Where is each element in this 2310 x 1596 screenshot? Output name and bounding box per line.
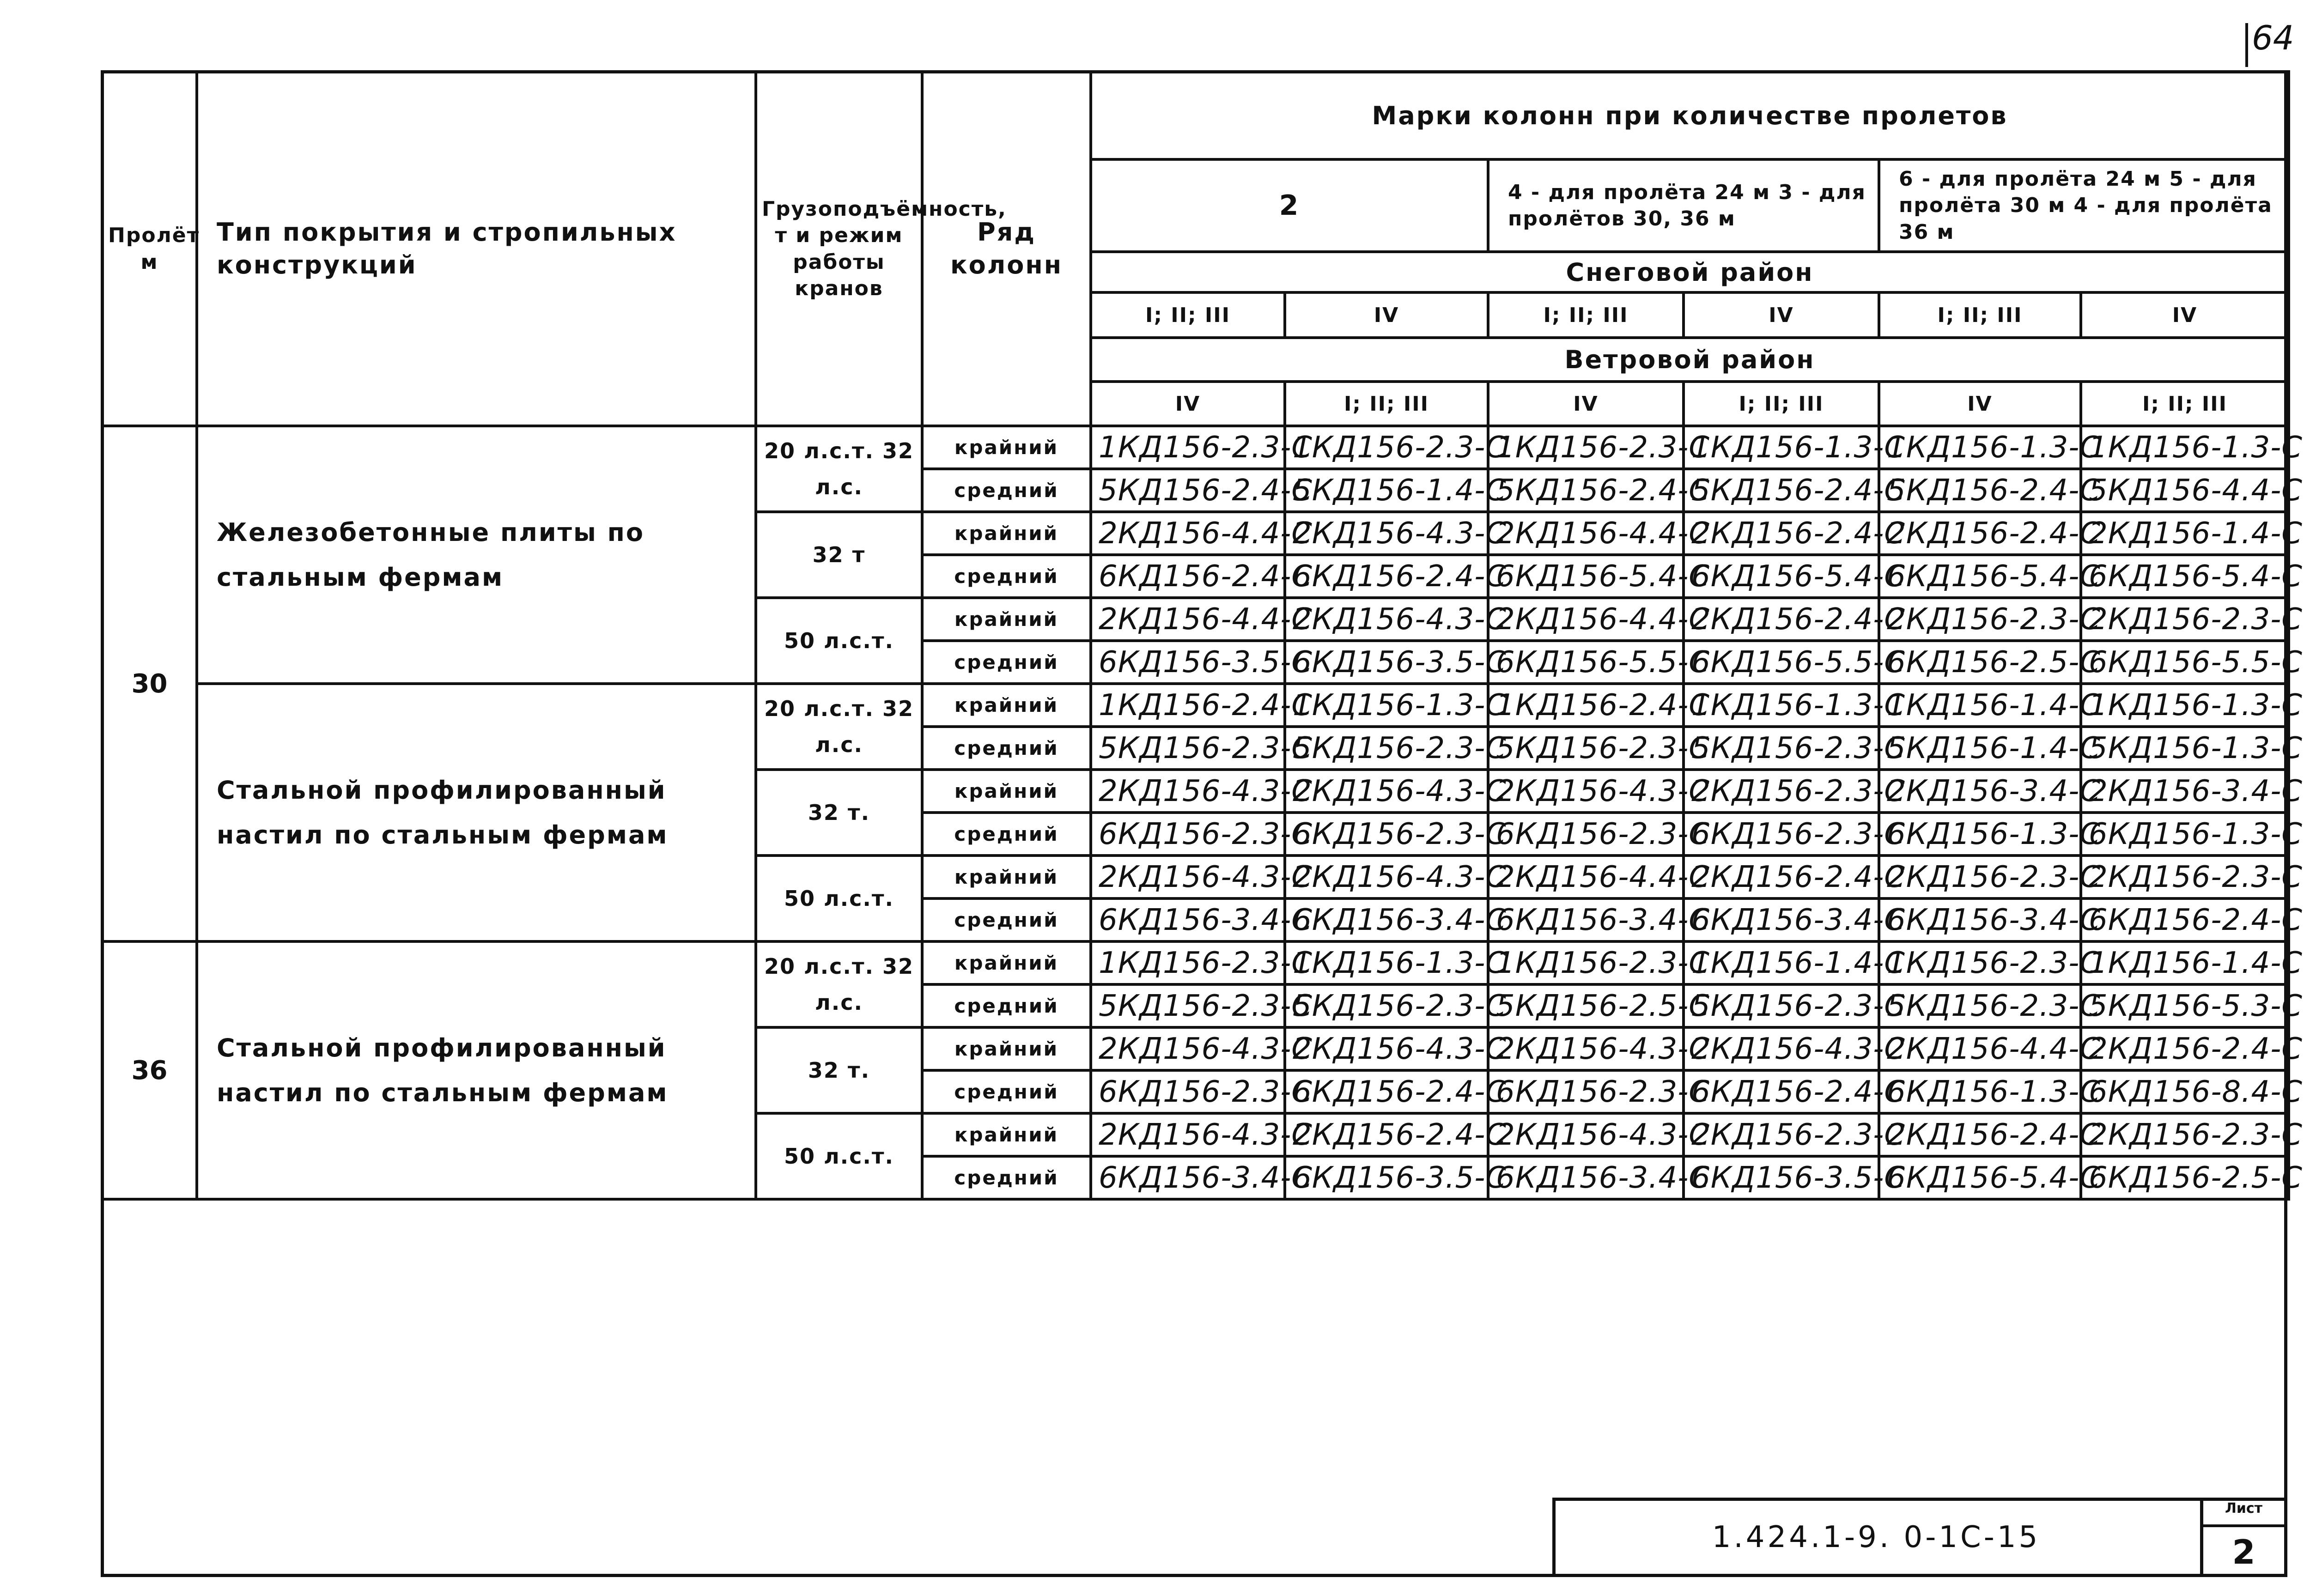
column-mark-cell: 5КД156-5.3-С bbox=[2081, 984, 2289, 1027]
column-row-label: крайний bbox=[922, 1113, 1091, 1156]
header-spans-group-1: 2 bbox=[1091, 159, 1488, 252]
column-mark-cell: 5КД156-2.3-С bbox=[1285, 984, 1488, 1027]
column-mark-cell: 6КД156-3.4-С bbox=[1879, 898, 2081, 941]
column-mark-cell: 2КД156-2.3-С bbox=[2081, 598, 2289, 641]
column-mark-cell: 1КД156-1.3-С bbox=[1285, 941, 1488, 984]
column-mark-cell: 2КД156-4.4-С bbox=[1488, 512, 1684, 555]
crane-capacity: 32 т. bbox=[756, 770, 922, 856]
roof-type: Стальной профилированный настил по стальным фермам bbox=[197, 941, 756, 1199]
table-row bbox=[102, 941, 2289, 984]
column-mark-cell: 6КД156-2.5-С bbox=[2081, 1156, 2289, 1199]
column-mark-cell: 6КД156-2.4-С bbox=[1091, 555, 1285, 598]
column-mark-cell: 5КД156-2.3-С bbox=[1488, 727, 1684, 770]
column-mark-cell: 2КД156-4.3-С bbox=[1684, 1027, 1879, 1070]
column-mark-cell: 6КД156-3.4-С bbox=[1488, 898, 1684, 941]
column-mark-cell: 5КД156-2.3-С bbox=[1091, 984, 1285, 1027]
header-column-row: Ряд колонн bbox=[922, 72, 1091, 426]
header-snow-region: I; II; III bbox=[1879, 292, 2081, 338]
column-mark-cell: 1КД156-2.3-С bbox=[1285, 426, 1488, 469]
column-row-label: крайний bbox=[922, 684, 1091, 727]
column-mark-cell: 2КД156-2.4-С bbox=[1684, 598, 1879, 641]
column-mark-cell: 6КД156-5.5-С bbox=[1684, 641, 1879, 684]
column-mark-cell: 6КД156-2.3-С bbox=[1488, 813, 1684, 856]
crane-capacity: 32 т. bbox=[756, 1027, 922, 1113]
crane-capacity: 32 т bbox=[756, 512, 922, 598]
header-span: Пролёт м bbox=[102, 72, 197, 426]
column-row-label: крайний bbox=[922, 426, 1091, 469]
column-mark-cell: 6КД156-3.4-С bbox=[1684, 898, 1879, 941]
title-block-sheet-label: Лист bbox=[2225, 1500, 2263, 1517]
column-mark-cell: 2КД156-4.3-С bbox=[1285, 512, 1488, 555]
crane-capacity: 50 л.с.т. bbox=[756, 598, 922, 684]
crane-capacity: 50 л.с.т. bbox=[756, 856, 922, 941]
column-mark-cell: 2КД156-4.4-С bbox=[1488, 598, 1684, 641]
column-mark-cell: 5КД156-4.4-С bbox=[2081, 469, 2289, 512]
column-mark-cell: 1КД156-1.4-С bbox=[2081, 941, 2289, 984]
column-row-label: крайний bbox=[922, 1027, 1091, 1070]
column-mark-cell: 1КД156-2.3-С bbox=[1879, 941, 2081, 984]
column-mark-cell: 6КД156-1.3-С bbox=[2081, 813, 2289, 856]
roof-type: Железобетонные плиты по стальным фермам bbox=[197, 426, 756, 684]
column-mark-cell: 1КД156-2.4-С bbox=[1091, 684, 1285, 727]
column-mark-cell: 2КД156-2.4-С bbox=[1879, 512, 2081, 555]
column-row-label: средний bbox=[922, 1156, 1091, 1199]
column-mark-cell: 6КД156-3.5-С bbox=[1091, 641, 1285, 684]
column-mark-cell: 5КД156-2.4-С bbox=[1879, 469, 2081, 512]
column-row-label: средний bbox=[922, 727, 1091, 770]
column-mark-cell: 1КД156-2.3-С bbox=[1091, 426, 1285, 469]
column-mark-cell: 6КД156-3.4-С bbox=[1091, 898, 1285, 941]
column-mark-cell: 6КД156-1.3-С bbox=[1879, 813, 2081, 856]
column-mark-cell: 2КД156-2.4-С bbox=[1879, 1113, 2081, 1156]
span-value: 30 bbox=[102, 426, 197, 941]
header-snow-region: I; II; III bbox=[1091, 292, 1285, 338]
column-mark-cell: 2КД156-3.4-С bbox=[1879, 770, 2081, 813]
column-row-label: крайний bbox=[922, 770, 1091, 813]
header-snow-region: IV bbox=[2081, 292, 2289, 338]
header-snow-title: Снеговой район bbox=[1091, 252, 2289, 292]
column-mark-cell: 2КД156-4.4-С bbox=[1879, 1027, 2081, 1070]
crane-capacity: 20 л.с.т. 32 л.с. bbox=[756, 426, 922, 512]
column-mark-cell: 6КД156-3.4-С bbox=[1488, 1156, 1684, 1199]
column-mark-cell: 1КД156-1.3-С bbox=[1879, 426, 2081, 469]
column-mark-cell: 6КД156-2.3-С bbox=[1684, 813, 1879, 856]
title-block-code: 1.424.1-9. 0-1С-15 bbox=[1712, 1520, 2041, 1554]
column-mark-cell: 6КД156-2.4-С bbox=[1684, 1070, 1879, 1113]
column-row-label: средний bbox=[922, 813, 1091, 856]
column-mark-cell: 2КД156-4.3-С bbox=[1488, 770, 1684, 813]
roof-type: Стальной профилированный настил по стальным фермам bbox=[197, 684, 756, 941]
column-mark-cell: 2КД156-4.4-С bbox=[1488, 856, 1684, 898]
column-mark-cell: 5КД156-1.3-С bbox=[2081, 727, 2289, 770]
column-mark-cell: 6КД156-5.5-С bbox=[2081, 641, 2289, 684]
header-wind-title: Ветровой район bbox=[1091, 338, 2289, 382]
column-mark-cell: 1КД156-2.3-С bbox=[1488, 426, 1684, 469]
column-mark-cell: 2КД156-2.3-С bbox=[1684, 1113, 1879, 1156]
column-mark-cell: 2КД156-4.3-С bbox=[1285, 1027, 1488, 1070]
column-mark-cell: 5КД156-2.3-С bbox=[1684, 984, 1879, 1027]
crane-capacity: 50 л.с.т. bbox=[756, 1113, 922, 1199]
column-mark-cell: 6КД156-2.4-С bbox=[1285, 555, 1488, 598]
column-mark-cell: 2КД156-2.4-С bbox=[1285, 1113, 1488, 1156]
crane-capacity: 20 л.с.т. 32 л.с. bbox=[756, 684, 922, 770]
column-mark-cell: 5КД156-2.5-С bbox=[1488, 984, 1684, 1027]
header-wind-region: IV bbox=[1488, 382, 1684, 426]
column-mark-cell: 6КД156-5.4-С bbox=[1488, 555, 1684, 598]
column-row-label: средний bbox=[922, 555, 1091, 598]
header-spans-group-2: 4 - для пролёта 24 м 3 - для пролётов 30, 36 м bbox=[1488, 159, 1879, 252]
header-wind-region: IV bbox=[1091, 382, 1285, 426]
column-mark-cell: 2КД156-4.4-С bbox=[1091, 512, 1285, 555]
column-mark-cell: 2КД156-2.3-С bbox=[1684, 770, 1879, 813]
header-wind-region: IV bbox=[1879, 382, 2081, 426]
column-mark-cell: 6КД156-5.4-С bbox=[2081, 555, 2289, 598]
column-mark-cell: 6КД156-2.3-С bbox=[1488, 1070, 1684, 1113]
page-number: 64 bbox=[2252, 18, 2294, 57]
column-mark-cell: 6КД156-5.5-С bbox=[1488, 641, 1684, 684]
span-value: 36 bbox=[102, 941, 197, 1199]
table-body bbox=[102, 72, 2303, 1199]
column-mark-cell: 1КД156-1.3-С bbox=[2081, 684, 2289, 727]
table-row bbox=[102, 426, 2289, 469]
header-capacity: Грузоподъёмность, т и режим работы кранов bbox=[756, 72, 922, 426]
column-mark-cell: 5КД156-2.3-С bbox=[1684, 727, 1879, 770]
column-mark-cell: 2КД156-2.4-С bbox=[1684, 856, 1879, 898]
column-mark-cell: 6КД156-3.5-С bbox=[1285, 1156, 1488, 1199]
column-mark-cell: 5КД156-2.3-С bbox=[1879, 984, 2081, 1027]
column-mark-cell: 6КД156-3.4-С bbox=[1091, 1156, 1285, 1199]
column-mark-cell: 6КД156-3.4-С bbox=[1285, 898, 1488, 941]
column-mark-cell: 1КД156-1.4-С bbox=[1879, 684, 2081, 727]
column-mark-cell: 6КД156-2.3-С bbox=[1091, 813, 1285, 856]
column-mark-cell: 6КД156-3.5-С bbox=[1285, 641, 1488, 684]
column-mark-cell: 6КД156-5.4-С bbox=[1879, 1156, 2081, 1199]
column-mark-cell: 6КД156-5.4-С bbox=[1879, 555, 2081, 598]
column-mark-cell: 1КД156-1.4-С bbox=[1684, 941, 1879, 984]
column-mark-cell: 6КД156-1.3-С bbox=[1879, 1070, 2081, 1113]
column-mark-cell: 6КД156-8.4-С bbox=[2081, 1070, 2289, 1113]
column-mark-cell: 1КД156-1.3-С bbox=[1684, 426, 1879, 469]
column-mark-cell: 5КД156-2.4-С bbox=[1091, 469, 1285, 512]
column-row-label: средний bbox=[922, 1070, 1091, 1113]
column-mark-cell: 2КД156-4.3-С bbox=[1091, 856, 1285, 898]
column-mark-cell: 5КД156-1.4-С bbox=[1285, 469, 1488, 512]
column-mark-cell: 2КД156-4.4-С bbox=[1091, 598, 1285, 641]
title-block-sheet-number: 2 bbox=[2232, 1533, 2255, 1572]
header-wind-region: I; II; III bbox=[2081, 382, 2289, 426]
column-mark-cell: 2КД156-4.3-С bbox=[1091, 1113, 1285, 1156]
header-wind-region: I; II; III bbox=[1285, 382, 1488, 426]
column-row-label: средний bbox=[922, 469, 1091, 512]
column-mark-cell: 2КД156-4.3-С bbox=[1488, 1027, 1684, 1070]
column-mark-cell: 1КД156-2.4-С bbox=[1488, 684, 1684, 727]
column-mark-cell: 6КД156-2.4-С bbox=[2081, 898, 2289, 941]
column-row-label: крайний bbox=[922, 856, 1091, 898]
column-mark-cell: 5КД156-2.3-С bbox=[1091, 727, 1285, 770]
column-mark-cell: 5КД156-2.4-С bbox=[1488, 469, 1684, 512]
column-mark-cell: 2КД156-4.3-С bbox=[1285, 856, 1488, 898]
column-mark-cell: 5КД156-1.4-С bbox=[1879, 727, 2081, 770]
header-spans-group-3: 6 - для пролёта 24 м 5 - для пролёта 30 м 4 - для пролёта 36 м bbox=[1879, 159, 2289, 252]
column-mark-cell: 6КД156-2.4-С bbox=[1285, 1070, 1488, 1113]
column-row-label: крайний bbox=[922, 512, 1091, 555]
column-mark-cell: 1КД156-1.3-С bbox=[1285, 684, 1488, 727]
column-mark-cell: 2КД156-2.3-С bbox=[2081, 856, 2289, 898]
column-mark-cell: 5КД156-2.4-С bbox=[1684, 469, 1879, 512]
header-snow-region: I; II; III bbox=[1488, 292, 1684, 338]
column-mark-cell: 2КД156-4.3-С bbox=[1285, 770, 1488, 813]
column-marks-table bbox=[101, 70, 2303, 1201]
column-mark-cell: 2КД156-4.3-С bbox=[1285, 598, 1488, 641]
column-row-label: средний bbox=[922, 641, 1091, 684]
column-row-label: средний bbox=[922, 984, 1091, 1027]
column-mark-cell: 6КД156-5.4-С bbox=[1684, 555, 1879, 598]
column-mark-cell: 2КД156-2.4-С bbox=[2081, 1027, 2289, 1070]
header-snow-region: IV bbox=[1684, 292, 1879, 338]
column-row-label: средний bbox=[922, 898, 1091, 941]
column-mark-cell: 2КД156-2.3-С bbox=[1879, 856, 2081, 898]
column-mark-cell: 2КД156-2.3-С bbox=[1879, 598, 2081, 641]
page-number-rule bbox=[2245, 23, 2248, 67]
column-mark-cell: 2КД156-2.4-С bbox=[1684, 512, 1879, 555]
column-mark-cell: 1КД156-1.3-С bbox=[1684, 684, 1879, 727]
column-mark-cell: 6КД156-2.5-С bbox=[1879, 641, 2081, 684]
column-mark-cell: 1КД156-2.3-С bbox=[1091, 941, 1285, 984]
column-mark-cell: 5КД156-2.3-С bbox=[1285, 727, 1488, 770]
column-mark-cell: 1КД156-2.3-С bbox=[1488, 941, 1684, 984]
column-mark-cell: 6КД156-3.5-С bbox=[1684, 1156, 1879, 1199]
column-mark-cell: 2КД156-2.3-С bbox=[2081, 1113, 2289, 1156]
table-row bbox=[102, 684, 2289, 727]
column-mark-cell: 2КД156-1.4-С bbox=[2081, 512, 2289, 555]
header-marks-title: Марки колонн при количестве пролетов bbox=[1091, 72, 2289, 159]
column-mark-cell: 2КД156-4.3-С bbox=[1488, 1113, 1684, 1156]
header-snow-region: IV bbox=[1285, 292, 1488, 338]
header-wind-region: I; II; III bbox=[1684, 382, 1879, 426]
column-mark-cell: 6КД156-2.3-С bbox=[1285, 813, 1488, 856]
column-mark-cell: 1КД156-1.3-С bbox=[2081, 426, 2289, 469]
column-mark-cell: 2КД156-3.4-С bbox=[2081, 770, 2289, 813]
column-mark-cell: 6КД156-2.3-С bbox=[1091, 1070, 1285, 1113]
header-roof-type: Тип покрытия и стропильных конструкций bbox=[197, 72, 756, 426]
column-mark-cell: 2КД156-4.3-С bbox=[1091, 770, 1285, 813]
column-mark-cell: 2КД156-4.3-С bbox=[1091, 1027, 1285, 1070]
column-row-label: крайний bbox=[922, 941, 1091, 984]
column-row-label: крайний bbox=[922, 598, 1091, 641]
crane-capacity: 20 л.с.т. 32 л.с. bbox=[756, 941, 922, 1027]
